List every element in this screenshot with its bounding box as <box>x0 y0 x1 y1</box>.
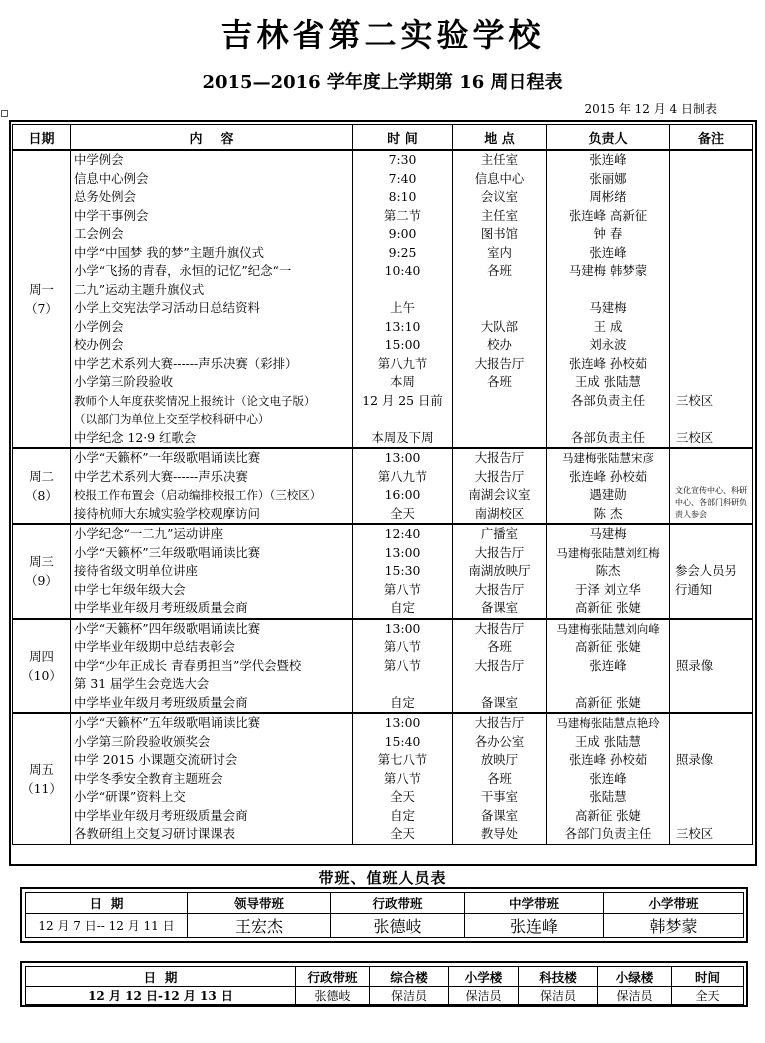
event-content: 总务处例会 <box>74 189 136 204</box>
event-content: 中学七年级年级大会 <box>74 581 186 597</box>
event-note <box>670 188 752 207</box>
event-place-column <box>453 619 547 714</box>
event-note <box>670 318 752 337</box>
event-place: 各班 <box>487 770 512 786</box>
day-cell <box>13 524 71 619</box>
day-number: （11） <box>21 780 62 796</box>
event-time <box>353 410 452 429</box>
event-note <box>670 170 752 189</box>
event-content: 小学第三阶段验收 <box>74 374 174 389</box>
event-content: 小学例会 <box>74 318 124 334</box>
event-note: 三校区 <box>676 826 714 841</box>
duty-value-row <box>26 914 744 938</box>
event-place-column <box>453 713 547 844</box>
event-owner: 张连峰 高新征 <box>568 207 648 223</box>
event-place <box>453 675 546 694</box>
event-time: 8:10 <box>388 189 417 204</box>
event-owner: 马建梅 韩梦蒙 <box>568 263 648 278</box>
event-owner: 高新征 张婕 <box>575 694 641 710</box>
day-label: 周三 <box>29 554 54 570</box>
event-owner: 张丽娜 <box>589 170 627 186</box>
day-row <box>13 524 753 619</box>
event-content: 中学冬季安全教育主题班会 <box>74 770 223 786</box>
event-content: 中学 2015 小课题交流研讨会 <box>74 752 238 767</box>
day-number: （7） <box>25 301 58 316</box>
event-owner-column <box>547 713 670 844</box>
event-note <box>670 788 752 807</box>
weekend-header-green-building: 小绿楼 <box>598 967 672 987</box>
duty-table-title: 带班、值班人员表 <box>318 869 447 887</box>
weekend-duty-table <box>25 966 744 1005</box>
event-time: 7:40 <box>388 170 417 186</box>
event-owner <box>547 675 669 694</box>
day-label: 周四 <box>29 648 54 664</box>
duty-date-range: 12 月 7 日-- 12 月 11 日 <box>26 914 188 938</box>
event-time: 第八节 <box>383 581 422 597</box>
event-note: 照录像 <box>676 752 714 767</box>
event-time: 全天 <box>390 505 415 521</box>
col-date-header: 日期 <box>13 125 71 151</box>
duty-header-primary: 小学带班 <box>604 893 744 914</box>
day-row <box>13 619 753 714</box>
event-note <box>670 225 752 244</box>
event-owner: 王成 张陆慧 <box>575 733 641 749</box>
day-cell <box>13 150 71 448</box>
event-owner <box>547 281 669 300</box>
weekend-green-building: 保洁员 <box>598 987 672 1005</box>
event-content: 中学“中国梦 我的梦”主题升旗仪式 <box>74 244 265 260</box>
event-time: 13:00 <box>384 620 421 636</box>
duty-header-row <box>26 893 744 914</box>
weekend-value-row <box>26 987 744 1005</box>
event-time: 15:00 <box>384 337 421 352</box>
event-content: 小学第三阶段验收颁奖会 <box>74 733 211 749</box>
event-note <box>670 281 752 300</box>
day-number: （9） <box>25 573 58 589</box>
event-content: 中学毕业年级期中总结表彰会 <box>74 639 236 654</box>
event-time: 7:30 <box>388 152 417 167</box>
event-note <box>670 410 752 429</box>
event-time: 自定 <box>390 694 415 710</box>
event-place: 大报告厅 <box>474 450 525 465</box>
event-owner: 张连峰 <box>589 244 627 260</box>
day-label: 周二 <box>29 469 54 484</box>
event-time: 第八九节 <box>377 468 428 484</box>
event-time: 第二节 <box>383 207 422 223</box>
event-place-column <box>453 150 547 448</box>
event-owner: 张连峰 孙校茹 <box>568 355 648 371</box>
made-date: 2015 年 12 月 4 日制表 <box>584 102 717 116</box>
weekend-header-tech-building: 科技楼 <box>519 967 598 987</box>
event-time: 12 月 25 日前 <box>362 392 443 408</box>
event-note <box>670 207 752 226</box>
event-place: 备课室 <box>480 694 519 710</box>
event-content: 二九”运动主题升旗仪式 <box>74 281 205 297</box>
event-content: 信息中心例会 <box>74 170 149 186</box>
weekend-time: 全天 <box>672 987 744 1005</box>
col-note-header: 备注 <box>670 125 753 151</box>
event-content: 中学艺术系列大赛------声乐决赛（彩排） <box>74 355 298 371</box>
day-row <box>13 713 753 844</box>
event-place: 大报告厅 <box>474 468 525 484</box>
day-number: （10） <box>21 667 62 683</box>
weekend-header-time: 时间 <box>672 967 744 987</box>
event-note <box>670 244 752 263</box>
note-column <box>670 524 753 619</box>
duty-header-admin: 行政带班 <box>331 893 465 914</box>
event-time: 全天 <box>390 789 415 804</box>
weekend-admin: 张德岐 <box>296 987 370 1005</box>
event-owner: 王成 张陆慧 <box>575 374 641 389</box>
col-place-header: 地 点 <box>453 125 547 151</box>
event-owner: 张连峰 <box>589 152 627 167</box>
event-place: 南湖校区 <box>474 505 525 521</box>
weekend-primary-building: 保洁员 <box>449 987 519 1005</box>
event-time: 第七八节 <box>377 752 428 767</box>
event-note <box>670 620 752 639</box>
event-place: 各班 <box>487 263 512 278</box>
event-time: 13:00 <box>384 715 421 730</box>
schedule-subtitle: 2015—2016 学年度上学期第 16 周日程表 <box>202 72 563 93</box>
duty-leader-name: 王宏杰 <box>188 914 331 938</box>
event-place: 放映厅 <box>480 752 519 767</box>
event-note <box>670 262 752 281</box>
event-place: 南湖放映厅 <box>468 563 531 578</box>
event-note: 三校区 <box>676 429 714 445</box>
event-time: 自定 <box>390 807 415 823</box>
event-place: 备课室 <box>480 807 519 823</box>
day-label: 周一 <box>29 282 54 297</box>
duty-middle-name: 张连峰 <box>465 914 604 938</box>
event-time-column <box>353 448 453 524</box>
event-place: 大报告厅 <box>474 657 525 673</box>
event-content: 工会例会 <box>74 226 124 241</box>
duty-header-date: 日 期 <box>26 893 188 914</box>
event-content: 小学“飞扬的青春，永恒的记忆”纪念“一 <box>74 263 292 278</box>
event-note <box>670 373 752 392</box>
event-owner: 刘永波 <box>589 337 627 352</box>
event-owner-column <box>547 448 670 524</box>
duty-admin-name: 张德岐 <box>331 914 465 938</box>
event-content: 小学“研课”资料上交 <box>74 789 186 804</box>
event-content: 中学毕业年级月考班级质量会商 <box>74 600 248 615</box>
event-content-column <box>71 448 353 524</box>
event-time: 15:40 <box>384 733 421 749</box>
event-owner: 马建梅张陆慧宋彦 <box>562 451 654 465</box>
event-time-column <box>353 524 453 619</box>
event-note: 文化宣传中心、科研中心、各部门科研负责人参会 <box>675 486 747 519</box>
event-content: 小学“天籁杯”三年级歌唱诵读比赛 <box>74 544 261 560</box>
event-time: 9:25 <box>388 244 417 260</box>
note-column <box>670 150 753 448</box>
event-time: 本周 <box>390 374 415 389</box>
event-content: 中学毕业年级月考班级质量会商 <box>74 807 248 823</box>
event-place <box>453 392 546 411</box>
event-place: 教导处 <box>480 826 519 841</box>
event-time-column <box>353 713 453 844</box>
event-content: 中学“少年正成长 青春勇担当”学代会暨校 <box>74 657 302 673</box>
weekend-header-complex: 综合楼 <box>370 967 449 987</box>
event-time: 13:00 <box>384 450 421 465</box>
event-place: 图书馆 <box>480 226 519 241</box>
event-owner: 陈 杰 <box>593 505 623 521</box>
event-time: 第八节 <box>383 639 422 654</box>
event-content: 小学纪念“一二九”运动讲座 <box>74 526 223 541</box>
event-place: 各办公室 <box>474 733 525 749</box>
table-header-row <box>13 125 753 151</box>
duty-header-leader: 领导带班 <box>188 893 331 914</box>
event-owner: 陈杰 <box>595 563 621 578</box>
weekend-header-date: 日 期 <box>26 967 296 987</box>
anchor-handle[interactable] <box>1 110 8 117</box>
event-place: 信息中心 <box>474 170 525 186</box>
weekend-header-primary-building: 小学楼 <box>449 967 519 987</box>
event-content: 中学纪念 12·9 红歌会 <box>74 429 197 445</box>
event-content: 中学干事例会 <box>74 207 149 223</box>
event-time: 15:30 <box>384 563 421 578</box>
event-owner: 张陆慧 <box>589 789 627 804</box>
event-place: 大报告厅 <box>474 715 525 730</box>
event-time: 13:00 <box>384 544 421 560</box>
event-time-column <box>353 150 453 448</box>
weekend-date-range: 12 月 12 日-12 月 13 日 <box>26 987 296 1005</box>
schedule-table <box>12 124 753 845</box>
weekend-complex: 保洁员 <box>370 987 449 1005</box>
event-content-column <box>71 150 353 448</box>
event-content: 接待杭师大东城实验学校观摩访问 <box>74 505 260 521</box>
event-place-column <box>453 524 547 619</box>
event-place: 各班 <box>487 374 512 389</box>
event-place-column <box>453 448 547 524</box>
event-time <box>353 281 452 300</box>
event-owner: 各部负责主任 <box>570 429 646 445</box>
event-note <box>670 151 752 170</box>
event-note <box>670 733 752 752</box>
event-time: 自定 <box>390 600 415 615</box>
event-owner: 张连峰 <box>589 770 627 786</box>
event-place: 南湖会议室 <box>468 487 531 502</box>
event-place: 大报告厅 <box>474 355 525 371</box>
event-place: 大报告厅 <box>474 620 525 636</box>
weekend-header-admin: 行政带班 <box>296 967 370 987</box>
event-owner: 高新征 张婕 <box>575 600 641 615</box>
duty-table <box>25 892 744 938</box>
event-owner: 高新征 张婕 <box>575 639 641 654</box>
event-content: 校报工作布置会（启动编排校报工作）（三校区） <box>74 488 322 502</box>
event-owner: 马建梅张陆慧刘红梅 <box>556 545 660 560</box>
event-owner: 遇建勋 <box>589 487 627 502</box>
event-time <box>353 675 452 694</box>
event-owner: 马建梅 <box>589 300 627 315</box>
event-owner-column <box>547 150 670 448</box>
event-content: （以部门为单位上交至学校科研中心） <box>74 412 270 426</box>
event-owner: 张连峰 <box>589 657 627 673</box>
duty-primary-name: 韩梦蒙 <box>604 914 744 938</box>
event-note <box>670 807 752 826</box>
note-column <box>670 713 753 844</box>
weekend-tech-building: 保洁员 <box>519 987 598 1005</box>
event-place <box>453 429 546 448</box>
event-note <box>670 299 752 318</box>
event-place: 备课室 <box>480 600 519 615</box>
event-note <box>670 675 752 694</box>
event-time: 16:00 <box>384 487 421 502</box>
event-time: 10:40 <box>384 263 421 278</box>
event-note <box>670 770 752 789</box>
event-content: 接待省级文明单位讲座 <box>74 563 198 578</box>
event-place: 大报告厅 <box>474 581 525 597</box>
event-place: 会议室 <box>480 189 519 204</box>
day-row <box>13 150 753 448</box>
event-content-column <box>71 524 353 619</box>
event-content: 小学“天籁杯”一年级歌唱诵读比赛 <box>74 450 261 465</box>
event-time: 第八九节 <box>377 355 428 371</box>
event-content-column <box>71 713 353 844</box>
col-time-header: 时 间 <box>353 125 453 151</box>
event-time: 12:40 <box>384 526 421 541</box>
event-time: 全天 <box>390 826 415 841</box>
event-time: 上午 <box>390 300 415 315</box>
event-owner: 张连峰 孙校茹 <box>568 468 648 484</box>
event-owner: 王 成 <box>593 318 623 334</box>
event-owner: 各部门负责主任 <box>564 826 652 841</box>
event-time: 第八节 <box>383 657 422 673</box>
event-time-column <box>353 619 453 714</box>
day-cell <box>13 619 71 714</box>
event-content: 校办例会 <box>74 337 124 352</box>
event-note: 照录像 <box>676 657 714 673</box>
note-column <box>670 448 753 524</box>
event-content: 各教研组上交复习研讨课课表 <box>74 826 236 841</box>
event-note: 三校区 <box>676 392 714 408</box>
duty-header-middle: 中学带班 <box>465 893 604 914</box>
event-owner: 钟 春 <box>593 226 623 241</box>
event-note <box>670 355 752 374</box>
event-time: 本周及下周 <box>371 429 434 445</box>
day-cell <box>13 448 71 524</box>
day-row <box>13 448 753 524</box>
event-note <box>670 336 752 355</box>
event-place: 主任室 <box>480 152 519 167</box>
event-content: 小学上交宪法学习活动日总结资料 <box>74 300 260 315</box>
event-place: 大队部 <box>480 318 519 334</box>
event-owner: 高新征 张婕 <box>575 807 641 823</box>
event-time: 9:00 <box>388 226 417 241</box>
day-number: （8） <box>25 488 58 503</box>
event-place: 广播室 <box>480 526 519 541</box>
event-note <box>670 694 752 713</box>
event-note: 参会人员另行通知 <box>675 563 737 597</box>
event-content: 中学艺术系列大赛------声乐决赛 <box>74 468 248 484</box>
event-owner: 周彬绪 <box>589 189 627 204</box>
event-content-column <box>71 619 353 714</box>
event-place: 各班 <box>487 639 512 654</box>
event-place: 大报告厅 <box>474 544 525 560</box>
event-owner: 于泽 刘立华 <box>575 581 641 597</box>
event-owner: 马建梅张陆慧刘向峰 <box>556 621 660 636</box>
col-content-header: 内 容 <box>71 125 353 151</box>
event-place: 主任室 <box>480 207 519 223</box>
school-title: 吉林省第二实验学校 <box>220 16 545 54</box>
note-column <box>670 619 753 714</box>
event-content: 第 31 届学生会竞选大会 <box>74 676 210 691</box>
event-owner: 马建梅 <box>589 526 627 541</box>
event-note <box>670 638 752 657</box>
event-owner: 各部负责主任 <box>570 392 646 408</box>
event-owner-column <box>547 619 670 714</box>
event-note <box>670 714 752 733</box>
event-time: 第八节 <box>383 770 422 786</box>
day-cell <box>13 713 71 844</box>
event-owner-column <box>547 524 670 619</box>
event-content: 小学“天籁杯”五年级歌唱诵读比赛 <box>74 715 261 730</box>
event-owner: 张连峰 孙校茹 <box>568 752 648 767</box>
day-label: 周五 <box>29 761 54 777</box>
event-owner <box>547 410 669 429</box>
event-content: 中学例会 <box>74 152 124 167</box>
weekend-header-row <box>26 967 744 987</box>
event-owner: 马建梅张陆慧点艳玲 <box>556 716 660 730</box>
event-place: 校办 <box>487 337 512 352</box>
event-content: 教师个人年度获奖情况上报统计（论文电子版） <box>74 393 316 408</box>
event-place <box>453 281 546 300</box>
event-content: 小学“天籁杯”四年级歌唱诵读比赛 <box>74 620 261 636</box>
event-place <box>453 299 546 318</box>
event-place: 干事室 <box>480 789 519 804</box>
event-place: 室内 <box>487 244 512 260</box>
col-owner-header: 负责人 <box>547 125 670 151</box>
event-place <box>453 410 546 429</box>
event-content: 中学毕业年级月考班级质量会商 <box>74 694 248 710</box>
event-time: 13:10 <box>384 318 421 334</box>
